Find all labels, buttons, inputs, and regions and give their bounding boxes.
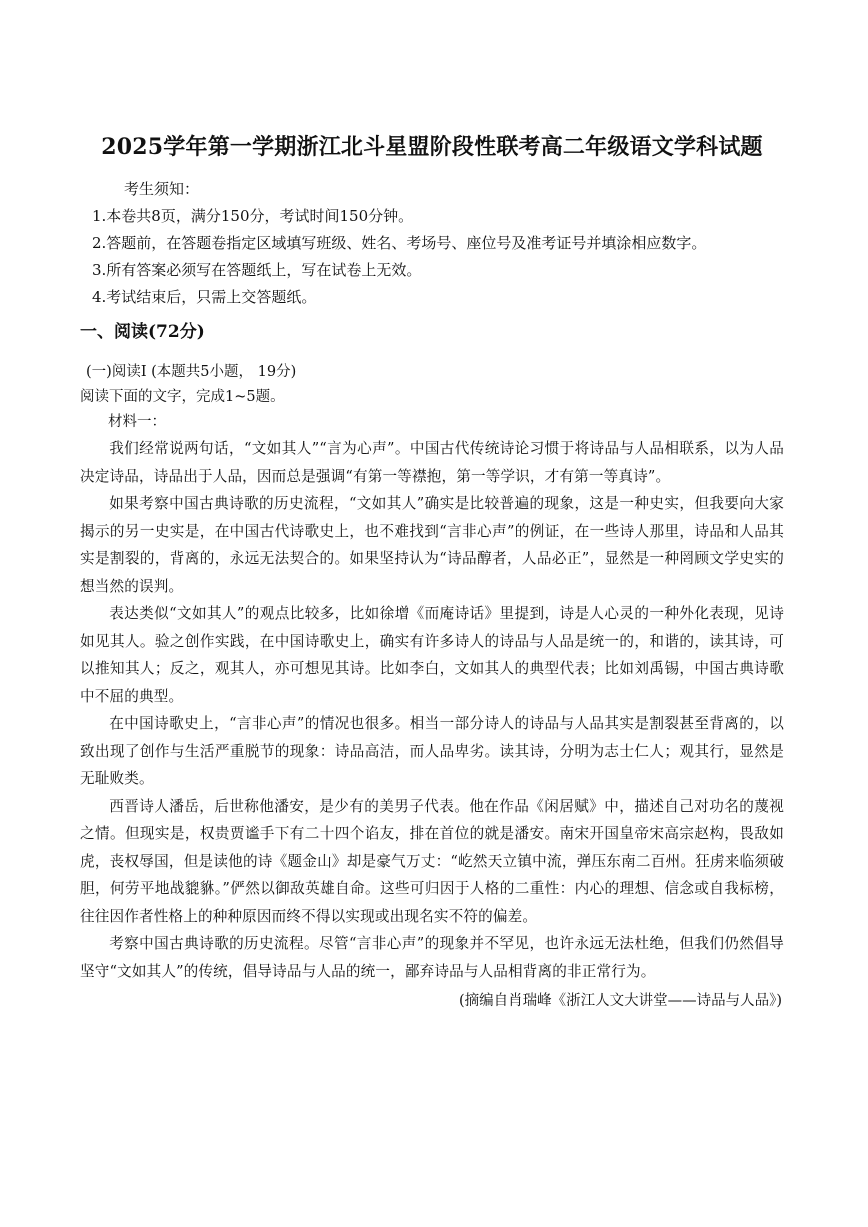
passage-paragraph: 西晋诗人潘岳，后世称他潘安，是少有的美男子代表。他在作品《闲居赋》中，描述自己对功名的蔑视之情。但现实是，权贵贾谧手下有二十四个谄友，排在首位的就是潘安。南宋开国皇帝宋高宗赵构，畏敌如虎，丧权辱国，但是读他的诗《题金山》却是豪气万丈：“屹然天立镇中流，弹压东南二百州。狂虏来临须破胆，何劳平地战貔貅。”俨然以御敌英雄自命。这些可归因于人格的二重性：内心的理想、信念或自我标榜，往往因作者性格上的种种原因而终不得以实现或出现名实不符的偏差。	[80, 797, 784, 925]
notice-item: 4.考试结束后，只需上交答题纸。	[92, 288, 317, 306]
passage-paragraph: 考察中国古典诗歌的历史流程。尽管“言非心声”的现象并不罕见，也许永远无法杜绝，但我们仍然倡导坚守“文如其人”的传统，倡导诗品与人品的统一，鄙弃诗品与人品相背离的非正常行为。	[80, 935, 784, 980]
passage-paragraph: 我们经常说两句话，“文如其人”“言为心声”。中国古代传统诗论习惯于将诗品与人品相联系，以为人品决定诗品，诗品出于人品，因而总是强调“有第一等襟抱，第一等学识，才有第一等真诗”。	[80, 440, 784, 485]
notice-heading: 考生须知：	[124, 180, 200, 198]
passage-paragraph: 在中国诗歌史上，“言非心声”的情况也很多。相当一部分诗人的诗品与人品其实是割裂甚至背离的，以致出现了创作与生活严重脱节的现象：诗品高洁，而人品卑劣。读其诗，分明为志士仁人；观其行，显然是无耻败类。	[80, 715, 784, 787]
passage-paragraph: 表达类似“文如其人”的观点比较多，比如徐增《而庵诗话》里提到，诗是人心灵的一种外化表现，见诗如见其人。验之创作实践，在中国诗歌史上，确实有许多诗人的诗品与人品是统一的，和谐的，读其诗，可以推知其人；反之，观其人，亦可想见其诗。比如李白，文如其人的典型代表；比如刘禹锡，中国古典诗歌中不屈的典型。	[80, 605, 784, 705]
material-label: 材料一：	[108, 414, 166, 430]
notice-item: 3.所有答案必须写在答题纸上，写在试卷上无效。	[92, 261, 422, 279]
subsection-heading: (一)阅读Ⅰ (本题共5小题， 19分)	[86, 364, 297, 380]
reading-passage	[80, 435, 784, 985]
section-heading: 一、阅读(72分)	[80, 322, 205, 342]
passage-paragraph: 如果考察中国古典诗歌的历史流程，“文如其人”确实是比较普遍的现象，这是一种史实，但我要向大家揭示的另一史实是，在中国古代诗歌史上，也不难找到“言非心声”的例证，在一些诗人那里，诗品和人品其实是割裂的，背离的，永远无法契合的。如果坚持认为“诗品醇者，人品必正”，显然是一种罔顾文学史实的想当然的误判。	[80, 495, 784, 595]
exam-title: 2025学年第一学期浙江北斗星盟阶段性联考高二年级语文学科试题	[101, 134, 763, 160]
notice-item: 2.答题前，在答题卷指定区域填写班级、姓名、考场号、座位号及准考证号并填涂相应数字。	[92, 234, 707, 252]
candidate-notice	[80, 176, 784, 311]
reading-instruction: 阅读下面的文字，完成1~5题。	[80, 389, 285, 405]
source-citation: (摘编自肖瑞峰《浙江人文大讲堂——诗品与人品》)	[458, 993, 782, 1009]
notice-item: 1.本卷共8页，满分150分，考试时间150分钟。	[92, 207, 414, 225]
